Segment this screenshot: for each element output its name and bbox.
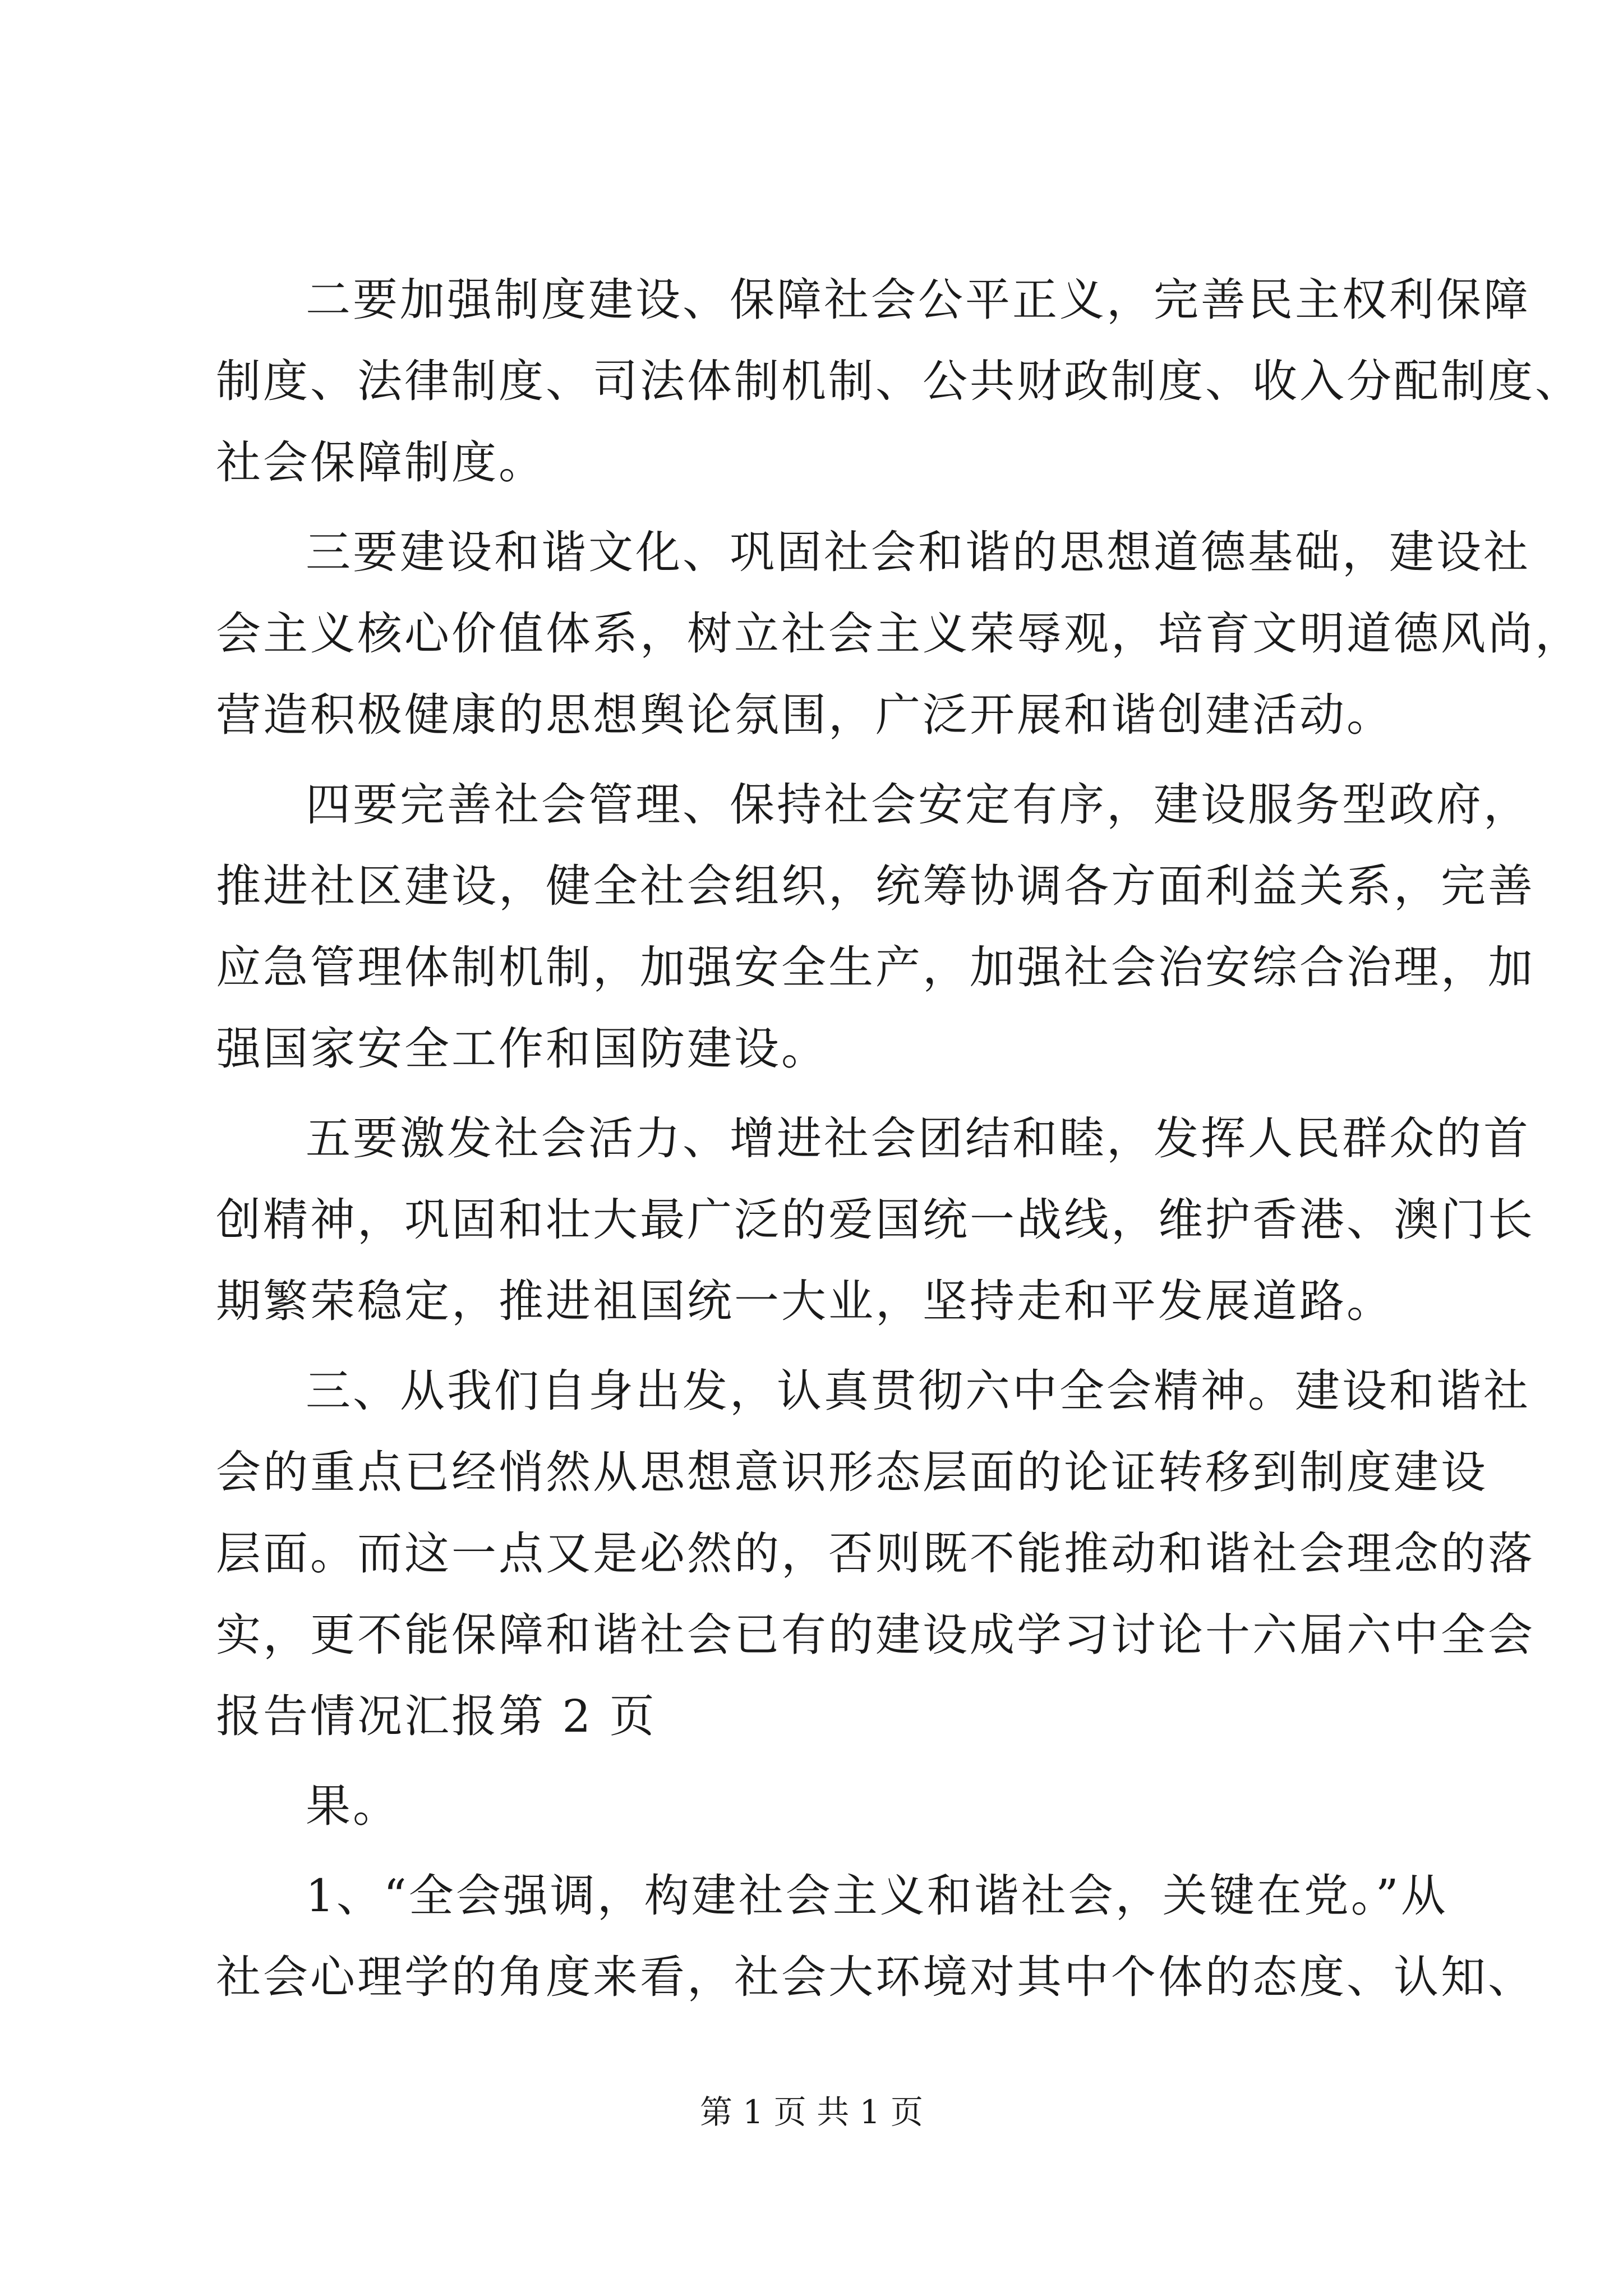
paragraph-line: 四要完善社会管理、保持社会安定有序，建设服务型政府， bbox=[306, 779, 1530, 831]
paragraph-line: 社会心理学的角度来看，社会大环境对其中个体的态度、认知、 bbox=[216, 1951, 1535, 2003]
paragraph-line: 期繁荣稳定，推进祖国统一大业，坚持走和平发展道路。 bbox=[216, 1275, 1394, 1327]
paragraph-line: 应急管理体制机制，加强安全生产，加强社会治安综合治理，加 bbox=[216, 941, 1535, 993]
paragraph-line: 会主义核心价值体系，树立社会主义荣辱观，培育文明道德风尚， bbox=[216, 608, 1582, 660]
paragraph-line: 三、从我们自身出发，认真贯彻六中全会精神。建设和谐社 bbox=[306, 1365, 1530, 1417]
paragraph-line: 创精神，巩固和壮大最广泛的爱国统一战线，维护香港、澳门长 bbox=[216, 1194, 1535, 1246]
paragraph-line: 推进社区建设，健全社会组织，统筹协调各方面利益关系，完善 bbox=[216, 860, 1535, 912]
paragraph-line: 果。 bbox=[306, 1780, 400, 1832]
paragraph-line: 社会保障制度。 bbox=[216, 436, 546, 489]
paragraph-line: 报告情况汇报第 2 页 bbox=[216, 1690, 657, 1742]
paragraph-line: 五要激发社会活力、增进社会团结和睦，发挥人民群众的首 bbox=[306, 1112, 1530, 1165]
paragraph-line: 三要建设和谐文化、巩固社会和谐的思想道德基础，建设社 bbox=[306, 526, 1530, 578]
paragraph-line: 实，更不能保障和谐社会已有的建设成学习讨论十六届六中全会 bbox=[216, 1609, 1535, 1661]
paragraph-line: 营造积极健康的思想舆论氛围，广泛开展和谐创建活动。 bbox=[216, 689, 1394, 741]
paragraph-line: 会的重点已经悄然从思想意识形态层面的论证转移到制度建设 bbox=[216, 1446, 1488, 1498]
page-footer: 第 1 页 共 1 页 bbox=[700, 2093, 923, 2131]
paragraph-line: 二要加强制度建设、保障社会公平正义，完善民主权利保障 bbox=[306, 274, 1530, 326]
paragraph-line: 1、“全会强调，构建社会主义和谐社会，关键在党。”从 bbox=[306, 1870, 1448, 1922]
paragraph-line: 层面。而这一点又是必然的，否则既不能推动和谐社会理念的落 bbox=[216, 1527, 1535, 1580]
paragraph-line: 制度、法律制度、司法体制机制、公共财政制度、收入分配制度、 bbox=[216, 355, 1582, 407]
paragraph-line: 强国家安全工作和国防建设。 bbox=[216, 1023, 828, 1075]
